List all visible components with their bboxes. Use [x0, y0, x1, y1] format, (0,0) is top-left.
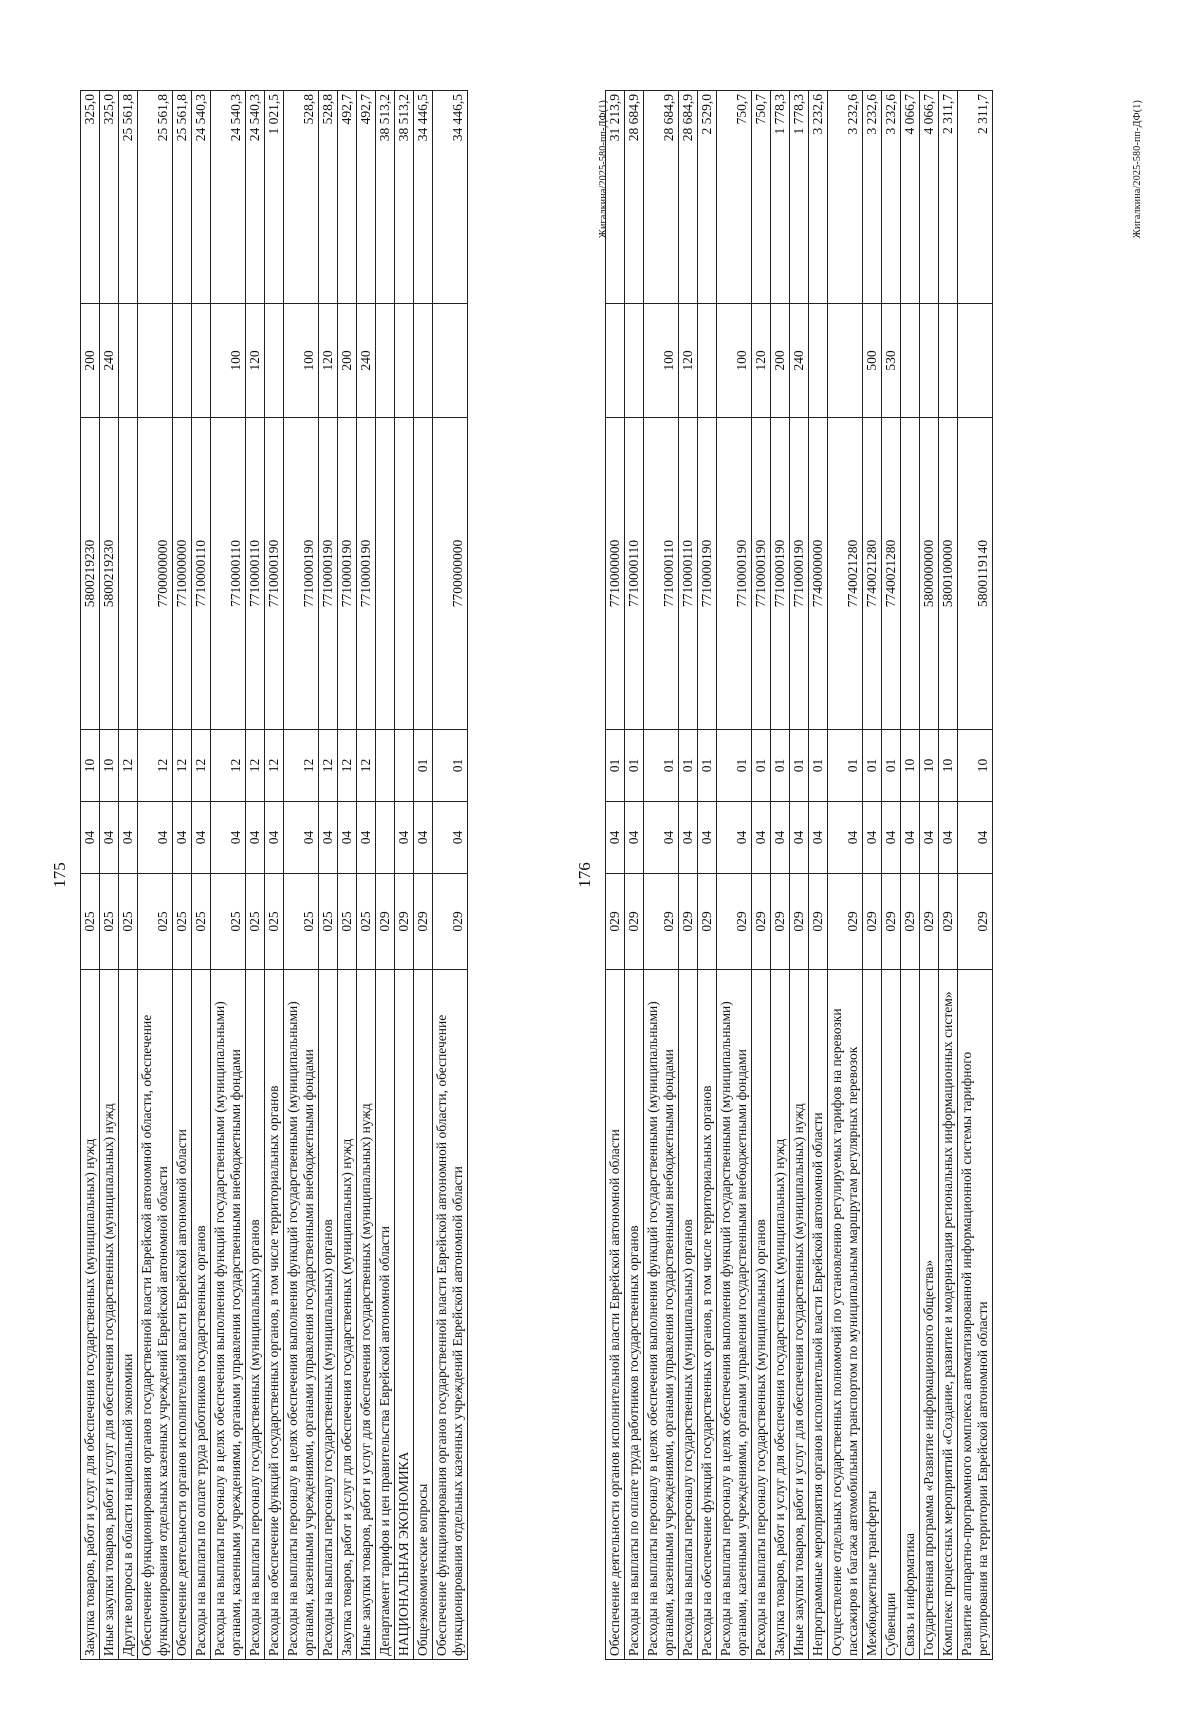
table-row: [698, 91, 717, 1660]
amount-cell: 4 066,7: [920, 91, 939, 304]
grbs-code-cell: 029: [679, 874, 698, 970]
row-name-cell: Иные закупки товаров, работ и услуг для обеспечения государственных (муниципальных) нужд: [790, 970, 809, 1660]
section-code-cell: 04: [81, 802, 100, 874]
row-name-cell: Расходы на выплаты персоналу в целях обеспечения выполнения функций государственными (муниципальными) органами, казенными учреждениями, органами управления государственными внебюджетными фондами: [644, 970, 679, 1660]
section-code-cell: 04: [625, 802, 644, 874]
expense-type-code-cell: [698, 304, 717, 418]
row-name-cell: Расходы на выплаты персоналу государственных (муниципальных) органов: [246, 970, 265, 1660]
expense-type-code-cell: 120: [679, 304, 698, 418]
grbs-code-cell: 029: [698, 874, 717, 970]
table-row: [119, 91, 138, 1660]
subsection-code-cell: 01: [809, 730, 828, 802]
expense-type-code-cell: 120: [319, 304, 338, 418]
table-row: [338, 91, 357, 1660]
expense-type-code-cell: [192, 304, 211, 418]
table-row: [939, 91, 958, 1660]
section-code-cell: 04: [414, 802, 433, 874]
expense-type-code-cell: 100: [644, 304, 679, 418]
target-item-code-cell: 7710000190: [357, 418, 376, 730]
target-item-code-cell: [414, 418, 433, 730]
table-row: [376, 91, 395, 1660]
subsection-code-cell: 12: [357, 730, 376, 802]
row-name-cell: Государственная программа «Развитие информационного общества»: [920, 970, 939, 1660]
table-row: [863, 91, 882, 1660]
subsection-code-cell: 10: [939, 730, 958, 802]
row-name-cell: Расходы на выплаты персоналу в целях обеспечения выполнения функций государственными (муниципальными) органами, казенными учреждениями, органами управления государственными внебюджетными фондами: [211, 970, 246, 1660]
amount-cell: 38 513,2: [376, 91, 395, 304]
grbs-code-cell: 029: [625, 874, 644, 970]
subsection-code-cell: 10: [958, 730, 993, 802]
target-item-code-cell: [376, 418, 395, 730]
grbs-code-cell: 029: [882, 874, 901, 970]
row-name-cell: Обеспечение функционирования органов государственной власти Еврейской автономной области, обеспечение функционирования отдельных казенных учреждений Еврейской автономной области: [433, 970, 468, 1660]
row-name-cell: Иные закупки товаров, работ и услуг для обеспечения государственных (муниципальных) нужд: [100, 970, 119, 1660]
subsection-code-cell: 12: [192, 730, 211, 802]
subsection-code-cell: 12: [246, 730, 265, 802]
row-name-cell: Непрограммные мероприятия органов исполнительной власти Еврейской автономной области: [809, 970, 828, 1660]
expense-type-code-cell: [119, 304, 138, 418]
subsection-code-cell: 01: [698, 730, 717, 802]
expense-type-code-cell: [414, 304, 433, 418]
amount-cell: 25 561,8: [173, 91, 192, 304]
amount-cell: 2 311,7: [939, 91, 958, 304]
table-row: [395, 91, 414, 1660]
subsection-code-cell: 01: [433, 730, 468, 802]
subsection-code-cell: 12: [211, 730, 246, 802]
section-code-cell: [376, 802, 395, 874]
target-item-code-cell: 7700000000: [138, 418, 173, 730]
grbs-code-cell: 029: [920, 874, 939, 970]
grbs-code-cell: 029: [790, 874, 809, 970]
target-item-code-cell: 5800000000: [920, 418, 939, 730]
subsection-code-cell: 01: [790, 730, 809, 802]
row-name-cell: Связь и информатика: [901, 970, 920, 1660]
expense-type-code-cell: 100: [211, 304, 246, 418]
section-code-cell: 04: [357, 802, 376, 874]
budget-table: [605, 90, 993, 1660]
target-item-code-cell: 5800219230: [81, 418, 100, 730]
subsection-code-cell: [395, 730, 414, 802]
grbs-code-cell: 029: [414, 874, 433, 970]
target-item-code-cell: 7710000000: [173, 418, 192, 730]
row-name-cell: Расходы на выплаты по оплате труда работников государственных органов: [625, 970, 644, 1660]
section-code-cell: 04: [939, 802, 958, 874]
row-name-cell: Развитие аппаратно-программного комплекса автоматизированной информационной системы тарифного регулирования на территории Еврейской автономной области: [958, 970, 993, 1660]
amount-cell: 1 021,5: [265, 91, 284, 304]
target-item-code-cell: 7740021280: [882, 418, 901, 730]
expense-type-code-cell: [939, 304, 958, 418]
table-row: [752, 91, 771, 1660]
grbs-code-cell: 029: [939, 874, 958, 970]
target-item-code-cell: 7740000000: [809, 418, 828, 730]
amount-cell: 25 561,8: [138, 91, 173, 304]
target-item-code-cell: 7710000110: [211, 418, 246, 730]
expense-type-code-cell: [920, 304, 939, 418]
amount-cell: 3 232,6: [863, 91, 882, 304]
expense-type-code-cell: [138, 304, 173, 418]
expense-type-code-cell: [901, 304, 920, 418]
grbs-code-cell: 025: [338, 874, 357, 970]
grbs-code-cell: 025: [357, 874, 376, 970]
section-code-cell: 04: [173, 802, 192, 874]
amount-cell: 3 232,6: [809, 91, 828, 304]
amount-cell: 34 446,5: [433, 91, 468, 304]
target-item-code-cell: 7740021280: [828, 418, 863, 730]
grbs-code-cell: 029: [863, 874, 882, 970]
section-code-cell: 04: [606, 802, 625, 874]
subsection-code-cell: 12: [265, 730, 284, 802]
expense-type-code-cell: [625, 304, 644, 418]
table-row: [644, 91, 679, 1660]
row-name-cell: Департамент тарифов и цен правительства Еврейской автономной области: [376, 970, 395, 1660]
section-code-cell: 04: [717, 802, 752, 874]
grbs-code-cell: 029: [958, 874, 993, 970]
row-name-cell: Расходы на обеспечение функций государственных органов, в том числе территориальных органов: [698, 970, 717, 1660]
subsection-code-cell: 01: [625, 730, 644, 802]
amount-cell: 4 066,7: [901, 91, 920, 304]
subsection-code-cell: 10: [81, 730, 100, 802]
grbs-code-cell: 029: [901, 874, 920, 970]
amount-cell: 1 778,3: [790, 91, 809, 304]
target-item-code-cell: 5800100000: [939, 418, 958, 730]
grbs-code-cell: 029: [376, 874, 395, 970]
expense-type-code-cell: [958, 304, 993, 418]
amount-cell: 31 213,9: [606, 91, 625, 304]
grbs-code-cell: 029: [433, 874, 468, 970]
row-name-cell: Обеспечение функционирования органов государственной власти Еврейской автономной области, обеспечение функционирования отдельных казенных учреждений Еврейской автономной области: [138, 970, 173, 1660]
grbs-code-cell: 029: [771, 874, 790, 970]
target-item-code-cell: 7700000000: [433, 418, 468, 730]
expense-type-code-cell: 240: [357, 304, 376, 418]
section-code-cell: 04: [809, 802, 828, 874]
section-code-cell: 04: [284, 802, 319, 874]
page-number: 175: [50, 862, 69, 888]
target-item-code-cell: 7710000190: [319, 418, 338, 730]
row-name-cell: Иные закупки товаров, работ и услуг для обеспечения государственных (муниципальных) нужд: [357, 970, 376, 1660]
row-name-cell: Межбюджетные трансферты: [863, 970, 882, 1660]
table-row: [882, 91, 901, 1660]
amount-cell: 24 540,3: [246, 91, 265, 304]
row-name-cell: Осуществление отдельных государственных полномочий по установлению регулируемых тарифов на перевозки пассажиров и багажа автомобильным транспортом по муниципальным маршрутам регулярных перевозок: [828, 970, 863, 1660]
target-item-code-cell: [119, 418, 138, 730]
target-item-code-cell: 7710000110: [625, 418, 644, 730]
amount-cell: 528,8: [284, 91, 319, 304]
amount-cell: 750,7: [717, 91, 752, 304]
table-row: [319, 91, 338, 1660]
grbs-code-cell: 029: [644, 874, 679, 970]
table-row: [81, 91, 100, 1660]
section-code-cell: 04: [395, 802, 414, 874]
section-code-cell: 04: [338, 802, 357, 874]
expense-type-code-cell: [433, 304, 468, 418]
row-name-cell: Закупка товаров, работ и услуг для обеспечения государственных (муниципальных) нужд: [771, 970, 790, 1660]
expense-type-code-cell: [606, 304, 625, 418]
target-item-code-cell: 7710000000: [606, 418, 625, 730]
grbs-code-cell: 025: [246, 874, 265, 970]
target-item-code-cell: 7710000190: [790, 418, 809, 730]
expense-type-code-cell: 500: [863, 304, 882, 418]
target-item-code-cell: [395, 418, 414, 730]
section-code-cell: 04: [771, 802, 790, 874]
section-code-cell: 04: [138, 802, 173, 874]
row-name-cell: Субвенции: [882, 970, 901, 1660]
row-name-cell: Закупка товаров, работ и услуг для обеспечения государственных (муниципальных) нужд: [338, 970, 357, 1660]
amount-cell: 528,8: [319, 91, 338, 304]
section-code-cell: 04: [265, 802, 284, 874]
target-item-code-cell: 7710000190: [284, 418, 319, 730]
grbs-code-cell: 029: [809, 874, 828, 970]
amount-cell: 25 561,8: [119, 91, 138, 304]
grbs-code-cell: 029: [606, 874, 625, 970]
table-row: [958, 91, 993, 1660]
subsection-code-cell: 01: [606, 730, 625, 802]
section-code-cell: 04: [433, 802, 468, 874]
subsection-code-cell: 01: [771, 730, 790, 802]
budget-table: [80, 90, 468, 1660]
table-row: [100, 91, 119, 1660]
section-code-cell: 04: [882, 802, 901, 874]
amount-cell: 28 684,9: [679, 91, 698, 304]
row-name-cell: Комплекс процессных мероприятий «Создание, развитие и модернизация региональных информационных систем»: [939, 970, 958, 1660]
expense-type-code-cell: [828, 304, 863, 418]
expense-type-code-cell: 240: [790, 304, 809, 418]
grbs-code-cell: 025: [265, 874, 284, 970]
expense-type-code-cell: [265, 304, 284, 418]
amount-cell: 2 311,7: [958, 91, 993, 304]
target-item-code-cell: 7710000190: [752, 418, 771, 730]
table-row: [717, 91, 752, 1660]
grbs-code-cell: 025: [173, 874, 192, 970]
amount-cell: 325,0: [100, 91, 119, 304]
subsection-code-cell: [376, 730, 395, 802]
grbs-code-cell: 025: [319, 874, 338, 970]
row-name-cell: Расходы на выплаты по оплате труда работников государственных органов: [192, 970, 211, 1660]
expense-type-code-cell: [395, 304, 414, 418]
subsection-code-cell: 01: [752, 730, 771, 802]
grbs-code-cell: 029: [828, 874, 863, 970]
grbs-code-cell: 029: [717, 874, 752, 970]
row-name-cell: Другие вопросы в области национальной экономики: [119, 970, 138, 1660]
table-row: [901, 91, 920, 1660]
section-code-cell: 04: [319, 802, 338, 874]
amount-cell: 34 446,5: [414, 91, 433, 304]
target-item-code-cell: 7740021280: [863, 418, 882, 730]
subsection-code-cell: 10: [901, 730, 920, 802]
amount-cell: 1 778,3: [771, 91, 790, 304]
section-code-cell: 04: [100, 802, 119, 874]
table-row: [246, 91, 265, 1660]
expense-type-code-cell: 120: [752, 304, 771, 418]
section-code-cell: 04: [901, 802, 920, 874]
subsection-code-cell: 12: [173, 730, 192, 802]
row-name-cell: Обеспечение деятельности органов исполнительной власти Еврейской автономной области: [606, 970, 625, 1660]
amount-cell: 3 232,6: [882, 91, 901, 304]
row-name-cell: Расходы на выплаты персоналу в целях обеспечения выполнения функций государственными (муниципальными) органами, казенными учреждениями, органами управления государственными внебюджетными фондами: [284, 970, 319, 1660]
amount-cell: 24 540,3: [211, 91, 246, 304]
section-code-cell: 04: [246, 802, 265, 874]
subsection-code-cell: 10: [920, 730, 939, 802]
section-code-cell: 04: [828, 802, 863, 874]
section-code-cell: 04: [958, 802, 993, 874]
target-item-code-cell: 7710000190: [698, 418, 717, 730]
document-page-176: [575, 90, 1143, 1660]
expense-type-code-cell: 200: [771, 304, 790, 418]
row-name-cell: Расходы на обеспечение функций государственных органов, в том числе территориальных органов: [265, 970, 284, 1660]
section-code-cell: 04: [644, 802, 679, 874]
amount-cell: 492,7: [338, 91, 357, 304]
document-footer: Жигалкина/2025-580-пп-ДФ(1): [598, 100, 609, 239]
subsection-code-cell: 01: [717, 730, 752, 802]
subsection-code-cell: 01: [828, 730, 863, 802]
table-row: [790, 91, 809, 1660]
table-row: [625, 91, 644, 1660]
table-row: [828, 91, 863, 1660]
target-item-code-cell: 5800119140: [958, 418, 993, 730]
table-row: [809, 91, 828, 1660]
row-name-cell: Расходы на выплаты персоналу государственных (муниципальных) органов: [679, 970, 698, 1660]
row-name-cell: Общеэкономические вопросы: [414, 970, 433, 1660]
subsection-code-cell: 12: [119, 730, 138, 802]
grbs-code-cell: 025: [138, 874, 173, 970]
row-name-cell: Обеспечение деятельности органов исполнительной власти Еврейской автономной области: [173, 970, 192, 1660]
table-row: [284, 91, 319, 1660]
expense-type-code-cell: 100: [717, 304, 752, 418]
target-item-code-cell: 7710000190: [717, 418, 752, 730]
grbs-code-cell: 029: [395, 874, 414, 970]
amount-cell: 28 684,9: [644, 91, 679, 304]
section-code-cell: 04: [698, 802, 717, 874]
table-row: [606, 91, 625, 1660]
amount-cell: 492,7: [357, 91, 376, 304]
section-code-cell: 04: [920, 802, 939, 874]
expense-type-code-cell: 120: [246, 304, 265, 418]
table-row: [679, 91, 698, 1660]
subsection-code-cell: 01: [679, 730, 698, 802]
document-footer: Жигалкина/2025-580-пп-ДФ(1): [1132, 100, 1143, 239]
target-item-code-cell: 7710000190: [265, 418, 284, 730]
table-row: [138, 91, 173, 1660]
section-code-cell: 04: [752, 802, 771, 874]
table-row: [173, 91, 192, 1660]
subsection-code-cell: 01: [644, 730, 679, 802]
section-code-cell: 04: [192, 802, 211, 874]
row-name-cell: НАЦИОНАЛЬНАЯ ЭКОНОМИКА: [395, 970, 414, 1660]
subsection-code-cell: 12: [284, 730, 319, 802]
subsection-code-cell: 01: [414, 730, 433, 802]
amount-cell: 28 684,9: [625, 91, 644, 304]
section-code-cell: 04: [679, 802, 698, 874]
grbs-code-cell: 025: [100, 874, 119, 970]
amount-cell: 750,7: [752, 91, 771, 304]
target-item-code-cell: 7710000110: [679, 418, 698, 730]
page-number: 176: [575, 862, 594, 888]
target-item-code-cell: [901, 418, 920, 730]
section-code-cell: 04: [790, 802, 809, 874]
target-item-code-cell: 7710000190: [338, 418, 357, 730]
target-item-code-cell: 7710000190: [771, 418, 790, 730]
expense-type-code-cell: 530: [882, 304, 901, 418]
subsection-code-cell: 01: [882, 730, 901, 802]
amount-cell: 3 232,6: [828, 91, 863, 304]
expense-type-code-cell: [376, 304, 395, 418]
row-name-cell: Расходы на выплаты персоналу государственных (муниципальных) органов: [752, 970, 771, 1660]
target-item-code-cell: 7710000110: [644, 418, 679, 730]
section-code-cell: 04: [211, 802, 246, 874]
subsection-code-cell: 10: [100, 730, 119, 802]
grbs-code-cell: 025: [284, 874, 319, 970]
expense-type-code-cell: [809, 304, 828, 418]
table-row: [920, 91, 939, 1660]
expense-type-code-cell: 200: [81, 304, 100, 418]
amount-cell: 38 513,2: [395, 91, 414, 304]
target-item-code-cell: 7710000110: [192, 418, 211, 730]
table-row: [192, 91, 211, 1660]
expense-type-code-cell: 200: [338, 304, 357, 418]
grbs-code-cell: 025: [81, 874, 100, 970]
table-row: [357, 91, 376, 1660]
section-code-cell: 04: [863, 802, 882, 874]
subsection-code-cell: 12: [138, 730, 173, 802]
row-name-cell: Расходы на выплаты персоналу в целях обеспечения выполнения функций государственными (муниципальными) органами, казенными учреждениями, органами управления государственными внебюджетными фондами: [717, 970, 752, 1660]
section-code-cell: 04: [119, 802, 138, 874]
table-row: [211, 91, 246, 1660]
subsection-code-cell: 12: [338, 730, 357, 802]
expense-type-code-cell: [173, 304, 192, 418]
row-name-cell: Расходы на выплаты персоналу государственных (муниципальных) органов: [319, 970, 338, 1660]
subsection-code-cell: 12: [319, 730, 338, 802]
target-item-code-cell: 5800219230: [100, 418, 119, 730]
grbs-code-cell: 025: [119, 874, 138, 970]
amount-cell: 325,0: [81, 91, 100, 304]
target-item-code-cell: 7710000110: [246, 418, 265, 730]
grbs-code-cell: 025: [192, 874, 211, 970]
expense-type-code-cell: 100: [284, 304, 319, 418]
table-row: [433, 91, 468, 1660]
grbs-code-cell: 025: [211, 874, 246, 970]
table-row: [414, 91, 433, 1660]
amount-cell: 2 529,0: [698, 91, 717, 304]
table-row: [771, 91, 790, 1660]
row-name-cell: Закупка товаров, работ и услуг для обеспечения государственных (муниципальных) нужд: [81, 970, 100, 1660]
table-row: [265, 91, 284, 1660]
expense-type-code-cell: 240: [100, 304, 119, 418]
subsection-code-cell: 01: [863, 730, 882, 802]
grbs-code-cell: 029: [752, 874, 771, 970]
amount-cell: 24 540,3: [192, 91, 211, 304]
